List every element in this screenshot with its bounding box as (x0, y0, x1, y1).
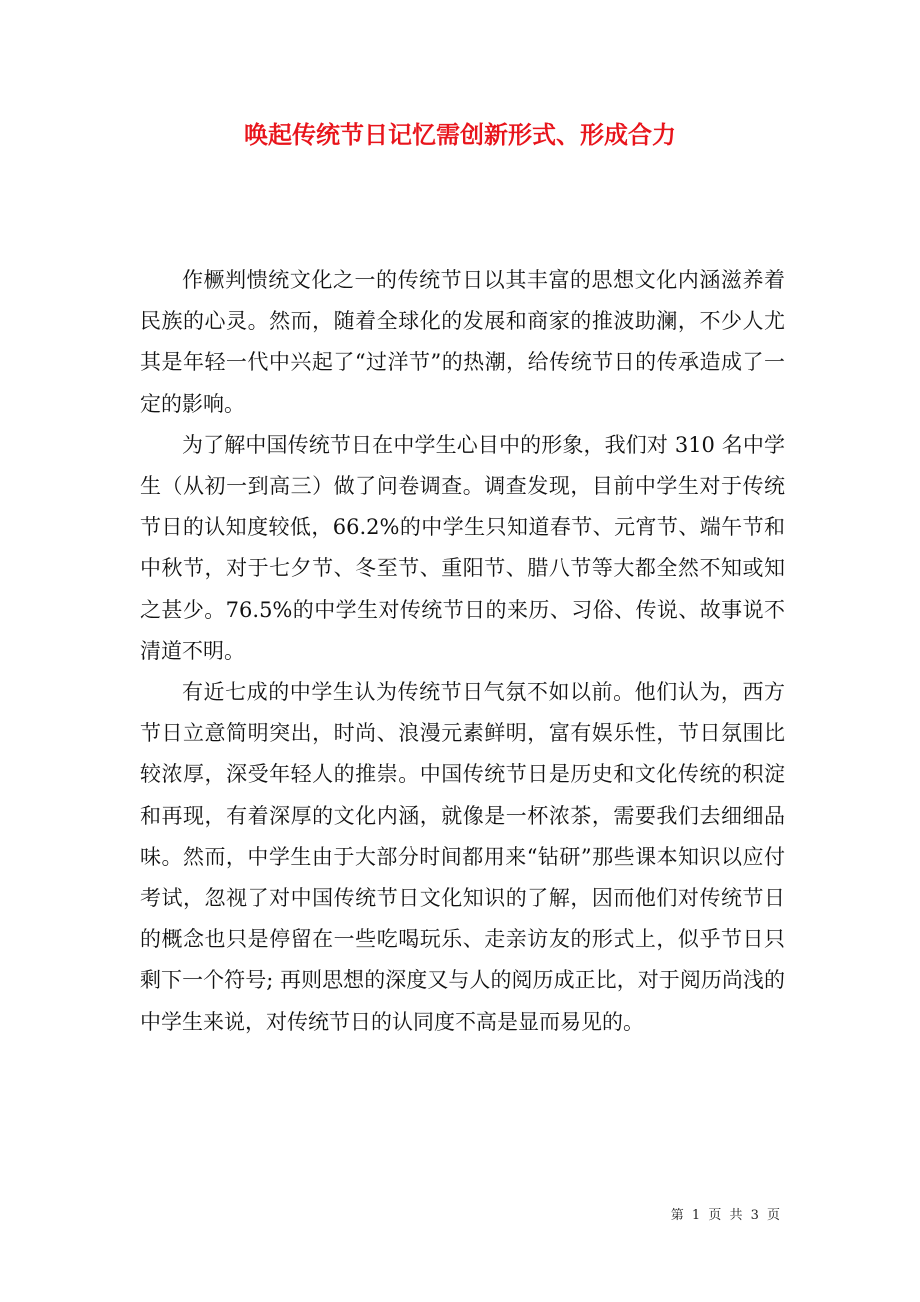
paragraph-2: 为了解中国传统节日在中学生心目中的形象，我们对 310 名中学生（从初一到高三）做了问卷调查。调查发现，目前中学生对于传统节日的认知度较低，66.2%的中学生只知道春节、元宵节、端午节和中秋节，对于七夕节、冬至节、重阳节、腊八节等大都全然不知或知之甚少。76.5%的中学生对传统节日的来历、习俗、传说、故事说不清道不明。 (140, 432, 785, 663)
page-number-footer: 第 1 页 共 3 页 (670, 1208, 780, 1223)
document-body (140, 260, 785, 1043)
paragraph-1: 作橛判愦统文化之一的传统节日以其丰富的思想文化内涵滋养着民族的心灵。然而，随着全球化的发展和商家的推波助澜，不少人尤其是年轻一代中兴起了“过洋节”的热潮，给传统节日的传承造成了一定的影响。 (140, 268, 785, 416)
document-title: 唤起传统节日记忆需创新形式、形成合力 (244, 120, 676, 149)
paragraph-3: 有近七成的中学生认为传统节日气氛不如以前。他们认为，西方节日立意简明突出，时尚、浪漫元素鲜明，富有娱乐性，节日氛围比较浓厚，深受年轻人的推崇。中国传统节日是历史和文化传统的积淀和再现，有着深厚的文化内涵，就像是一杯浓茶，需要我们去细细品味。然而，中学生由于大部分时间都用来“钻研”那些课本知识以应付考试，忽视了对中国传统节日文化知识的了解，因而他们对传统节日的概念也只是停留在一些吃喝玩乐、走亲访友的形式上，似乎节日只剩下一个符号; 再则思想的深度又与人的阅历成正比，对于阅历尚浅的中学生来说，对传统节日的认同度不高是显而易见的。 (140, 680, 785, 1034)
